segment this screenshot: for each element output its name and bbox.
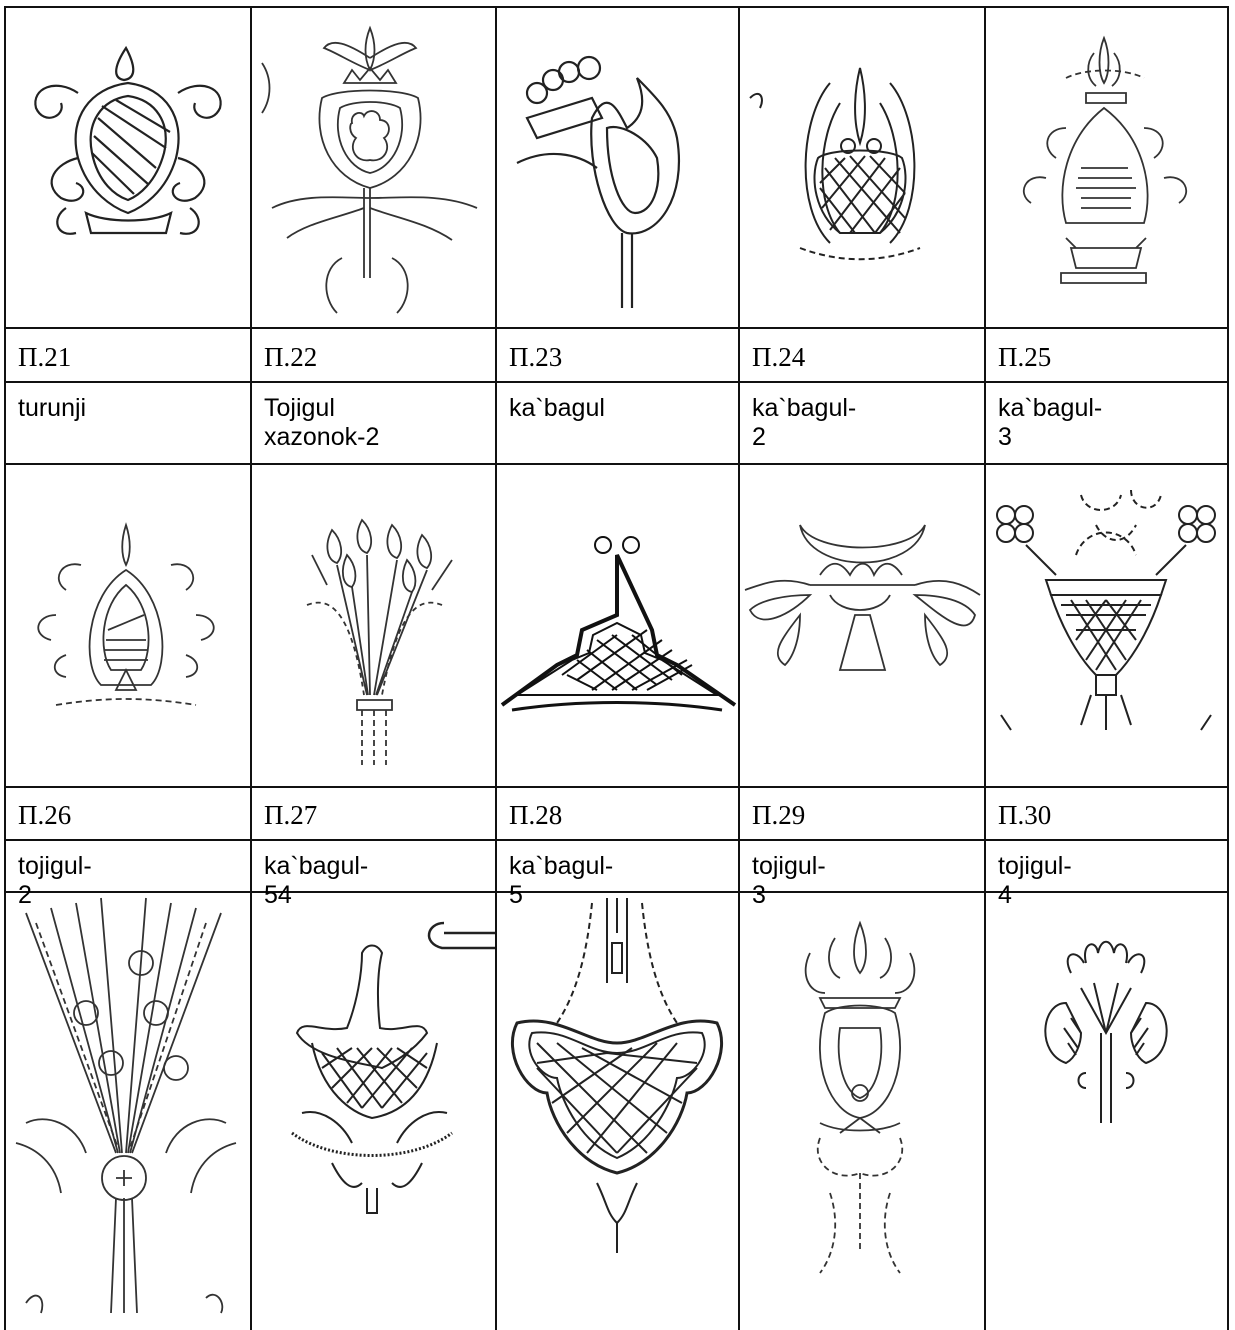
- ornament-fan-palmette-icon: [986, 893, 1227, 1330]
- pattern-name: ka`bagul-5: [509, 852, 614, 909]
- ornament-wheat-flowers-icon: [6, 893, 250, 1330]
- ornament-tulip-icon: [497, 8, 738, 327]
- row-divider: [4, 839, 1229, 841]
- pattern-name: ka`bagul: [509, 394, 605, 422]
- row-divider: [4, 327, 1229, 329]
- pattern-code: П.23: [509, 342, 563, 372]
- ornament-tojigul-flower-icon: [252, 8, 495, 327]
- ornament-lobed-basket-icon: [252, 893, 495, 1330]
- row-divider: [4, 786, 1229, 788]
- pattern-code: П.25: [998, 342, 1052, 372]
- pattern-code: П.21: [18, 342, 72, 372]
- row-divider: [4, 381, 1229, 383]
- pattern-name: ka`bagul-2: [752, 394, 857, 451]
- pattern-name: Tojigul xazonok-2: [264, 394, 380, 451]
- column-divider: [1227, 6, 1229, 1330]
- ornament-flower-vase-icon: [986, 465, 1227, 786]
- ornament-palmette-icon: [740, 893, 984, 1330]
- pattern-name: turunji: [18, 394, 87, 422]
- pattern-name: tojigul-3: [752, 852, 826, 909]
- ornament-drop-scroll-icon: [6, 465, 250, 786]
- ornament-turunji-icon: [6, 8, 250, 327]
- pattern-code: П.22: [264, 342, 318, 372]
- pattern-name: ka`bagul-3: [998, 394, 1103, 451]
- ornament-vase-bouquet-icon: [986, 8, 1227, 327]
- pattern-code: П.24: [752, 342, 806, 372]
- ornament-bud-crosshatch-icon: [740, 8, 984, 327]
- pattern-code: П.27: [264, 800, 318, 830]
- pattern-name: ka`bagul-54: [264, 852, 369, 909]
- ornament-crescent-bowl-icon: [740, 465, 984, 786]
- pattern-name: tojigul-2: [18, 852, 92, 909]
- pattern-code: П.28: [509, 800, 563, 830]
- ornament-heart-pot-icon: [497, 893, 738, 1330]
- ornament-gable-crosshatch-icon: [497, 465, 738, 786]
- pattern-code: П.29: [752, 800, 806, 830]
- pattern-code: П.26: [18, 800, 72, 830]
- pattern-code: П.30: [998, 800, 1052, 830]
- pattern-name: tojigul-4: [998, 852, 1072, 909]
- ornament-tulip-bouquet-icon: [252, 465, 495, 786]
